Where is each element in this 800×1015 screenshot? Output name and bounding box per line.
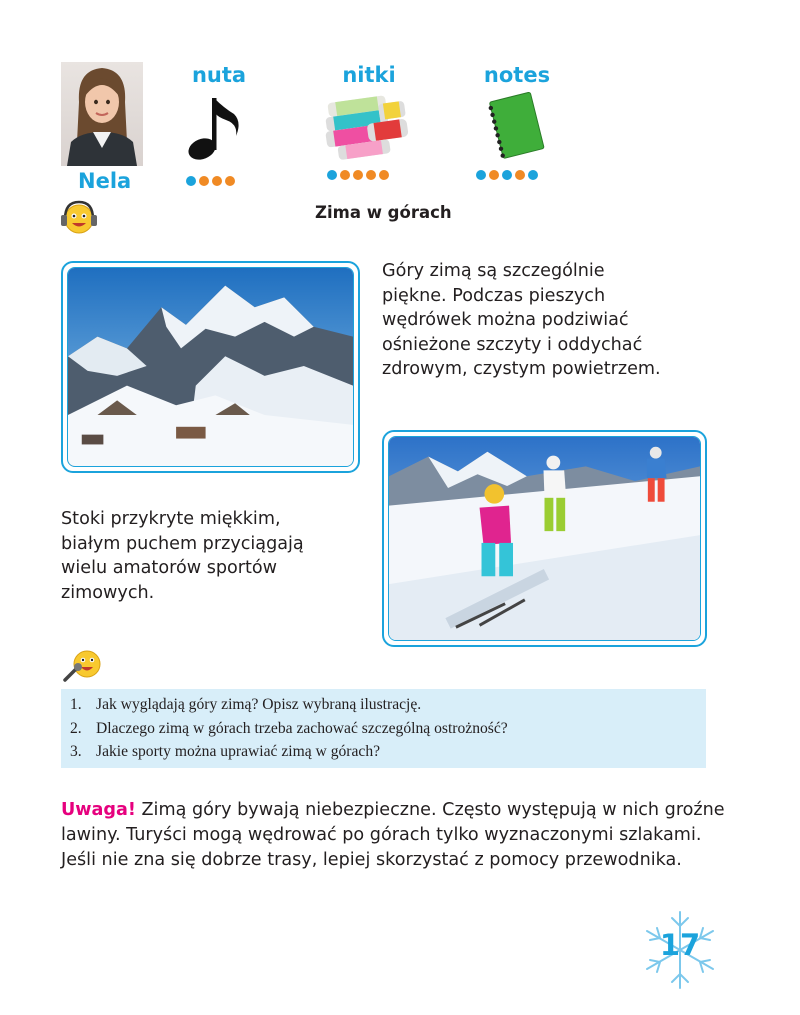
question-item — [70, 740, 706, 764]
intro-paragraph — [382, 259, 661, 382]
question-text: Jak wyglądają góry zimą? Opisz wybraną ilustrację. — [96, 696, 422, 713]
intro-line: wędrówek można podziwiać — [382, 310, 629, 330]
warning-label: Uwaga! — [61, 800, 136, 820]
snowflake-icon — [630, 904, 730, 996]
question-number: 1. — [70, 696, 82, 713]
name-label: Nela — [78, 169, 132, 193]
word-nuta: nuta — [191, 63, 247, 87]
question-text: Dlaczego zimą w górach trzeba zachować szczególną ostrożność? — [96, 719, 508, 737]
slopes-line: zimowych. — [61, 582, 155, 603]
question-number: 3. — [70, 743, 82, 760]
slopes-line: białym puchem przyciągają — [61, 533, 304, 554]
question-text: Jakie sporty można uprawiać zimą w górach? — [96, 743, 381, 760]
music-note-icon — [186, 92, 242, 167]
warning-paragraph — [61, 798, 741, 873]
word-nitki: nitki — [342, 63, 396, 87]
word-notes: notes — [483, 63, 551, 87]
syllable-dots-notes — [476, 170, 538, 180]
skiers-photo — [388, 436, 701, 641]
intro-line: ośnieżone szczyty i oddychać — [382, 334, 643, 355]
intro-line: zdrowym, czystym powietrzem. — [382, 359, 661, 379]
question-item — [70, 717, 706, 741]
girl-photo — [61, 62, 143, 166]
skiers-photo-frame — [382, 430, 707, 647]
mountains-photo — [67, 267, 354, 467]
slopes-paragraph — [61, 507, 304, 605]
slopes-line: Stoki przykryte miękkim, — [61, 509, 281, 529]
mountains-photo-frame — [61, 261, 360, 473]
page-title: Zima w górach — [315, 203, 452, 222]
syllable-dots-nuta — [186, 176, 235, 186]
intro-line: Góry zimą są szczególnie — [382, 261, 605, 281]
intro-line: piękne. Podczas pieszych — [382, 285, 606, 306]
questions-box — [61, 689, 706, 768]
thread-spools-icon — [321, 92, 413, 167]
microphone-smiley-icon — [63, 648, 105, 687]
syllable-dots-nitki — [327, 170, 389, 180]
warning-text: Zimą góry bywają niebezpieczne. Często występują w nich groźne lawiny. Turyści mogą wędrować po górach tylko wyznaczonymi szlakami. Jeśli nie zna się dobrze trasy, lepiej skorzystać z pomocy przewodnika. — [61, 800, 725, 870]
page-number: 17 — [659, 928, 701, 962]
headphones-smiley-icon — [60, 199, 98, 240]
question-item — [70, 693, 706, 717]
question-number: 2. — [70, 719, 82, 737]
slopes-line: wielu amatorów sportów — [61, 558, 278, 578]
notebook-icon — [482, 90, 554, 167]
